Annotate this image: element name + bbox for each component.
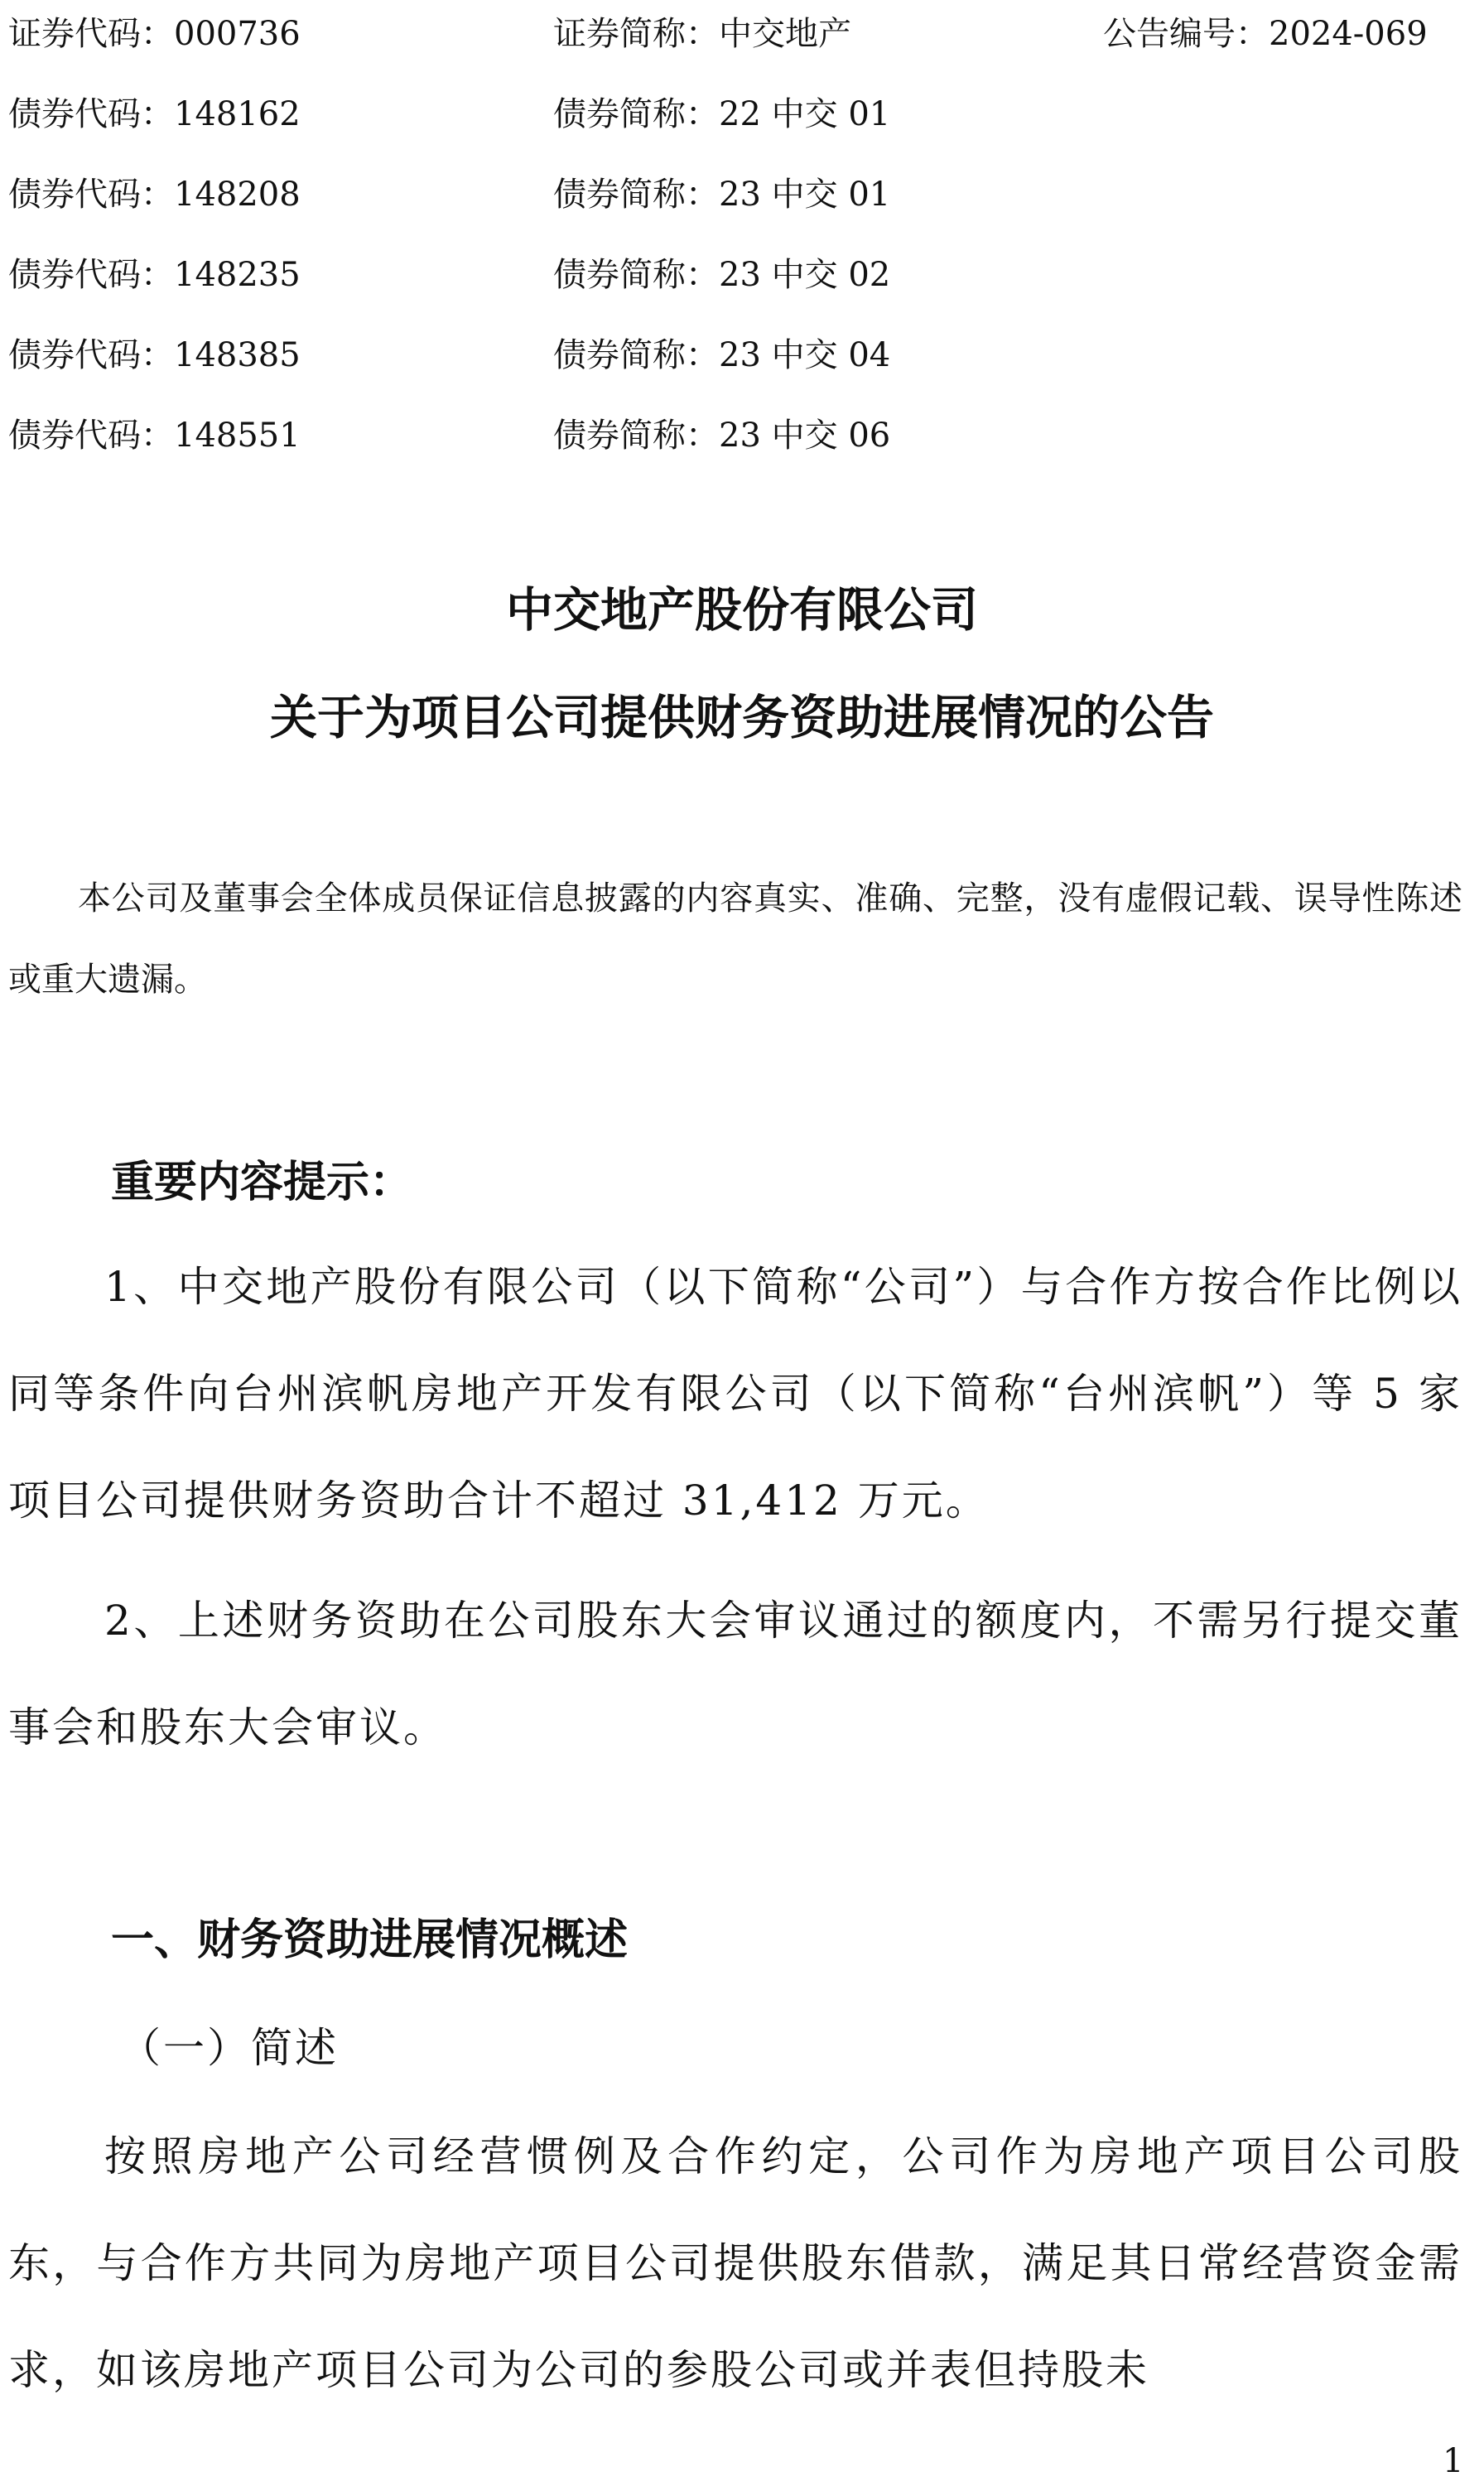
bond-abbr: 债券简称：22 中交 01 xyxy=(553,95,891,133)
bond-abbr: 债券简称：23 中交 02 xyxy=(553,256,891,294)
page-number: 1 xyxy=(1443,2442,1464,2480)
section-paragraph: 按照房地产公司经营惯例及合作约定，公司作为房地产项目公司股东，与合作方共同为房地产项目公司提供股东借款，满足其日常经营资金需求，如该房地产项目公司为公司的参股公司或并表但持股未 xyxy=(8,2132,1462,2394)
disclosure-statement: 本公司及董事会全体成员保证信息披露的内容真实、准确、完整，没有虚假记载、误导性陈述或重大遗漏。 xyxy=(8,879,1462,999)
announcement-number: 公告编号：2024-069 xyxy=(1103,15,1428,53)
highlight-item-1: 1、中交地产股份有限公司（以下简称“公司”）与合作方按合作比例以同等条件向台州滨帆房地产开发有限公司（以下简称“台州滨帆”）等 5 家项目公司提供财务资助合计不超过 31,412 万元。 xyxy=(8,1263,1462,1525)
bond-code: 债券代码：148385 xyxy=(8,336,301,374)
bond-code: 债券代码：148208 xyxy=(8,176,301,214)
bond-code: 债券代码：148235 xyxy=(8,256,301,294)
sub-heading: （一）简述 xyxy=(119,2024,339,2072)
bond-abbr: 债券简称：23 中交 06 xyxy=(553,417,891,455)
bond-code: 债券代码：148162 xyxy=(8,95,301,133)
section-heading: 一、财务资助进展情况概述 xyxy=(111,1915,629,1965)
stock-code: 证券代码：000736 xyxy=(8,15,301,53)
company-title: 中交地产股份有限公司 xyxy=(506,582,978,638)
bond-abbr: 债券简称：23 中交 01 xyxy=(553,176,891,214)
stock-abbr: 证券简称：中交地产 xyxy=(553,15,851,53)
bond-code: 债券代码：148551 xyxy=(8,417,301,455)
announcement-title: 关于为项目公司提供财务资助进展情况的公告 xyxy=(270,690,1214,745)
highlights-heading: 重要内容提示： xyxy=(111,1157,413,1207)
bond-abbr: 债券简称：23 中交 04 xyxy=(553,336,891,374)
highlight-item-2: 2、上述财务资助在公司股东大会审议通过的额度内，不需另行提交董事会和股东大会审议。 xyxy=(8,1597,1462,1751)
